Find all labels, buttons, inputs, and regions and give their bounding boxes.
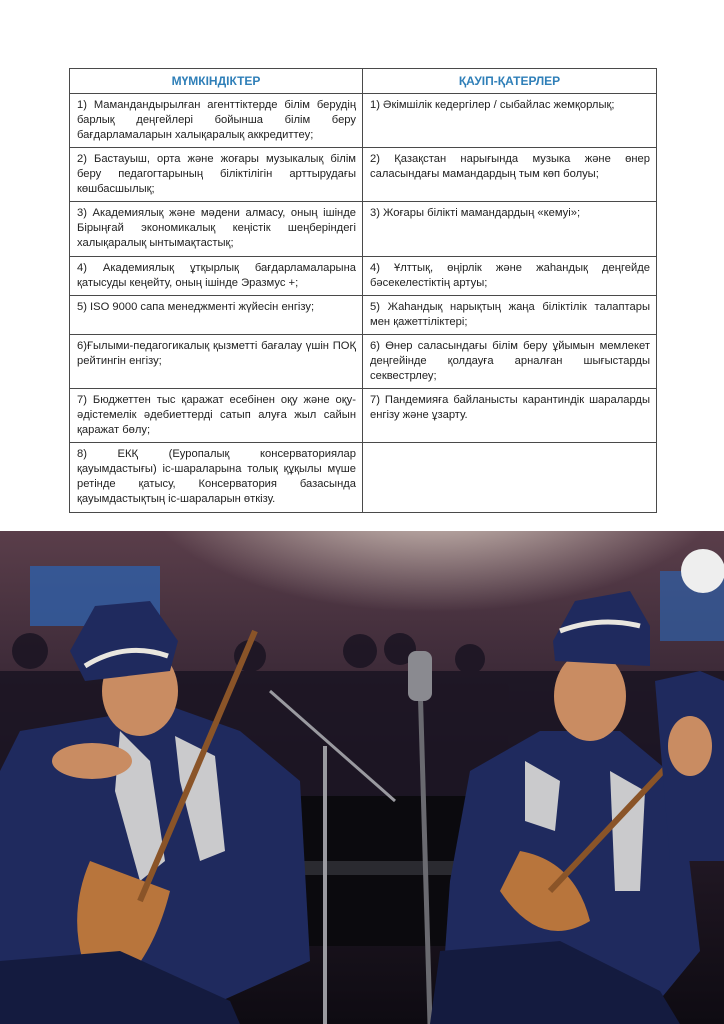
threat-cell: 7) Пандемияға байланысты карантиндік шараларды енгізу және ұзарту. [363, 389, 657, 443]
threat-cell: 2) Қазақстан нарығында музыка және өнер саласындағы мамандардың тым көп болуы; [363, 148, 657, 202]
header-opportunities: МҮМКІНДІКТЕР [70, 69, 363, 94]
table-row [70, 443, 657, 513]
threat-cell: 4) Ұлттық, өңірлік және жаһандық деңгейде бәсекелестіктің артуы; [363, 257, 657, 296]
opportunity-cell: 2) Бастауыш, орта және жоғары музыкалық білім беру педагогтарының біліктілігін арттырудағы көшбасшылық; [70, 148, 363, 202]
face-right [554, 651, 626, 741]
swot-table [69, 68, 657, 513]
table-row [70, 335, 657, 389]
table-row [70, 202, 657, 257]
threat-cell: 6) Өнер саласындағы білім беру ұйымын мемлекет деңгейінде қолдауға арналған шығыстарды секвестрлеу; [363, 335, 657, 389]
concert-photo [0, 531, 724, 1024]
threat-cell [363, 443, 657, 513]
table-row [70, 148, 657, 202]
table-row [70, 296, 657, 335]
opportunity-cell: 5) ISO 9000 сапа менеджменті жүйесін енгізу; [70, 296, 363, 335]
opportunity-cell: 1) Мамандандырылған агенттіктерде білім беpудің барлық деңгейлері бойынша білім беру бағдарламаларын халықаралық аккредиттеу; [70, 94, 363, 148]
threat-cell: 5) Жаһандық нарықтың жаңа біліктілік талаптары мен қажеттіліктері; [363, 296, 657, 335]
table-row [70, 257, 657, 296]
threat-cell: 1) Әкімшілік кедергілер / сыбайлас жемқорлық; [363, 94, 657, 148]
threat-cell: 3) Жоғары білікті мамандардың «кемуі»; [363, 202, 657, 257]
opportunity-cell: 7) Бюджеттен тыс қаражат есебінен оқу және оқу-әдістемелік әдебиеттерді сатып алуға жыл сайын қаражат бөлу; [70, 389, 363, 443]
feather-plume [681, 549, 724, 593]
table-header-row [70, 69, 657, 94]
table-row [70, 94, 657, 148]
opportunity-cell: 3) Академиялық және мәдени алмасу, оның ішінде Бірыңғай экономикалық кеңістік шеңберіндегі халықаралық ынтымақтастық; [70, 202, 363, 257]
header-threats: ҚАУІП-ҚАТЕРЛЕР [363, 69, 657, 94]
table-row [70, 389, 657, 443]
opportunity-cell: 6)Ғылыми-педагогикалық қызметті бағалау үшін ПОҚ рейтингін енгізу; [70, 335, 363, 389]
opportunity-cell: 4) Академиялық ұтқырлық бағдарламаларына қатысуды кеңейту, оның ішінде Эразмус +; [70, 257, 363, 296]
opportunity-cell: 8) ЕКҚ (Еуропалық консерваториялар қауымдастығы) іс-шараларына толық құқылы мүше ретінде қатысу, Консерватория базасында қауымдастықтың іс-шараларын өткізу. [70, 443, 363, 513]
